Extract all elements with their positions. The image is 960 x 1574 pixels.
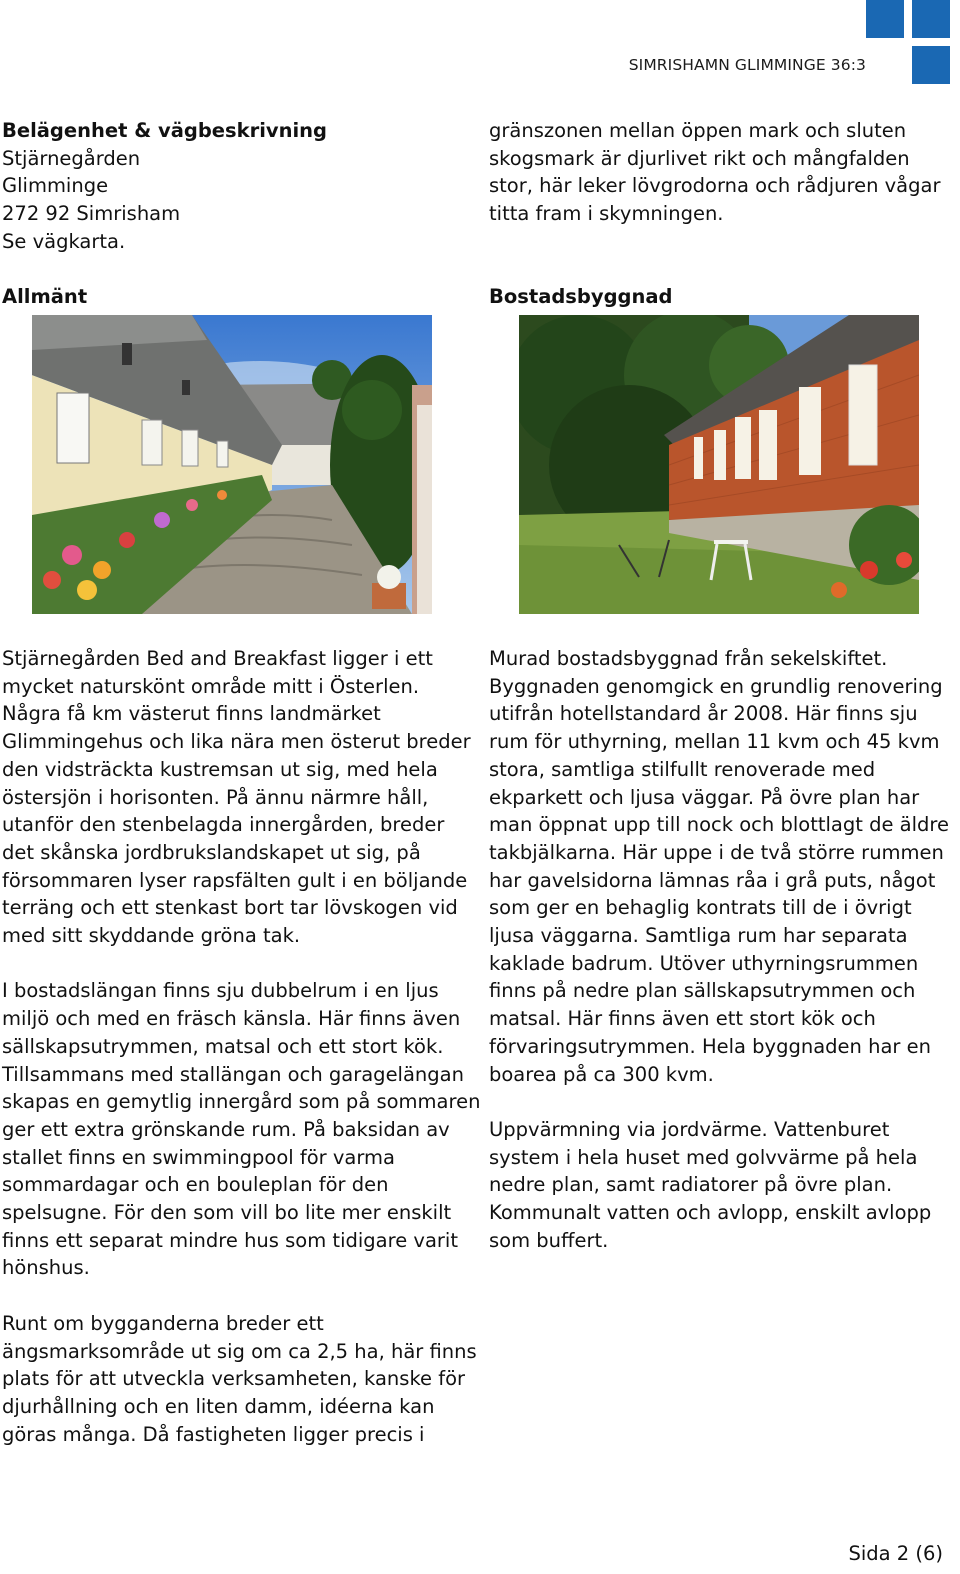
brick-house-photo	[519, 315, 919, 614]
continued-text	[489, 117, 957, 228]
address-line: Stjärnegården	[2, 146, 141, 170]
address-line: 272 92 Simrisham	[2, 202, 181, 226]
logo-square-bottom-right	[912, 46, 950, 84]
general-paragraph: Stjärnegården Bed and Breakfast ligger i ett mycket naturskönt område mitt i Österlen. Några få km västerut finns landmärket Glimmingehus och lika nära men österut breder den vidsträckta kustremsan ut sig, med hela östersjön i horisonten. På ännu närmre håll, utanför den stenbelagda innergården, breder det skånska jordbrukslandskapet ut sig, på försommaren lyser rapsfälten gult i en böljande terräng och ett stenkast bort tar lövskogen vid med sitt skyddande gröna tak.	[2, 647, 471, 948]
brick-house-photo-graphic	[519, 315, 919, 614]
courtyard-photo	[32, 315, 432, 614]
general-heading: Allmänt	[2, 285, 88, 308]
residence-heading: Bostadsbyggnad	[489, 285, 673, 308]
courtyard-photo-graphic	[32, 315, 432, 614]
heating-paragraph: Uppvärmning via jordvärme. Vattenburet system i hela huset med golvvärme på hela nedre plan, samt radiatorer på övre plan. Kommunalt vatten och avlopp, enskilt avlopp som buffert.	[489, 1117, 932, 1252]
logo-square-top-right	[912, 0, 950, 38]
location-heading: Belägenhet & vägbeskrivning	[2, 119, 328, 142]
residence-paragraph: Murad bostadsbyggnad från sekelskiftet. Byggnaden genomgick en grundlig renovering utifrån hotellstandard år 2008. Här finns sju rum för uthyrning, mellan 11 kvm och 45 kvm stora, samtliga stilfullt renoverade med ekparkett och ljusa väggar. På övre plan har man öppnat upp till nock och blottlagt de äldre takbjälkarna. Här uppe i de två större rummen har gavelsidorna lämnas råa i grå puts, något som ger en behaglig kontrats till de i övrigt ljusa väggarna. Samtliga rum har separata kaklade badrum. Utöver uthyrningsrummen finns på nedre plan sällskapsutrymmen och matsal. Här finns även ett stort kök och förvaringsutrymmen. Hela byggnaden har en boarea på ca 300 kvm.	[489, 647, 949, 1086]
location-section	[2, 117, 482, 256]
document-reference: SIMRISHAMN GLIMMINGE 36:3	[628, 56, 866, 74]
map-reference: Se vägkarta.	[2, 229, 126, 253]
logo-square-top-left	[866, 0, 904, 38]
general-paragraph: I bostadslängan finns sju dubbelrum i en ljus miljö och med en fräsch känsla. Här finns även sällskapsutrymmen, matsal och ett stort kök. Tillsammans med stallängan och garagelängan skapas en gemytlig innergård som på sommaren ger ett extra grönskande rum. På baksidan av stallet finns en swimmingpool för varma sommardagar och en bouleplan för den spelsugne. För den som vill bo lite mer enskilt finns ett separat mindre hus som tidigare varit hönshus.	[2, 979, 481, 1280]
page-number: Sida 2 (6)	[848, 1542, 943, 1565]
general-paragraph: Runt om bygganderna breder ett ängsmarksområde ut sig om ca 2,5 ha, här finns plats för att utveckla verksamheten, kanske för djurhållning och en liten damm, idéerna kan göras många. Då fastigheten ligger precis i	[2, 1311, 477, 1446]
residence-body	[489, 645, 957, 1254]
address-line: Glimminge	[2, 174, 109, 198]
general-body	[2, 645, 482, 1448]
continuation-paragraph: gränszonen mellan öppen mark och sluten skogsmark är djurlivet rikt och mångfalden stor, här leker lövgrodorna och rådjuren vågar titta fram i skymningen.	[489, 119, 941, 226]
